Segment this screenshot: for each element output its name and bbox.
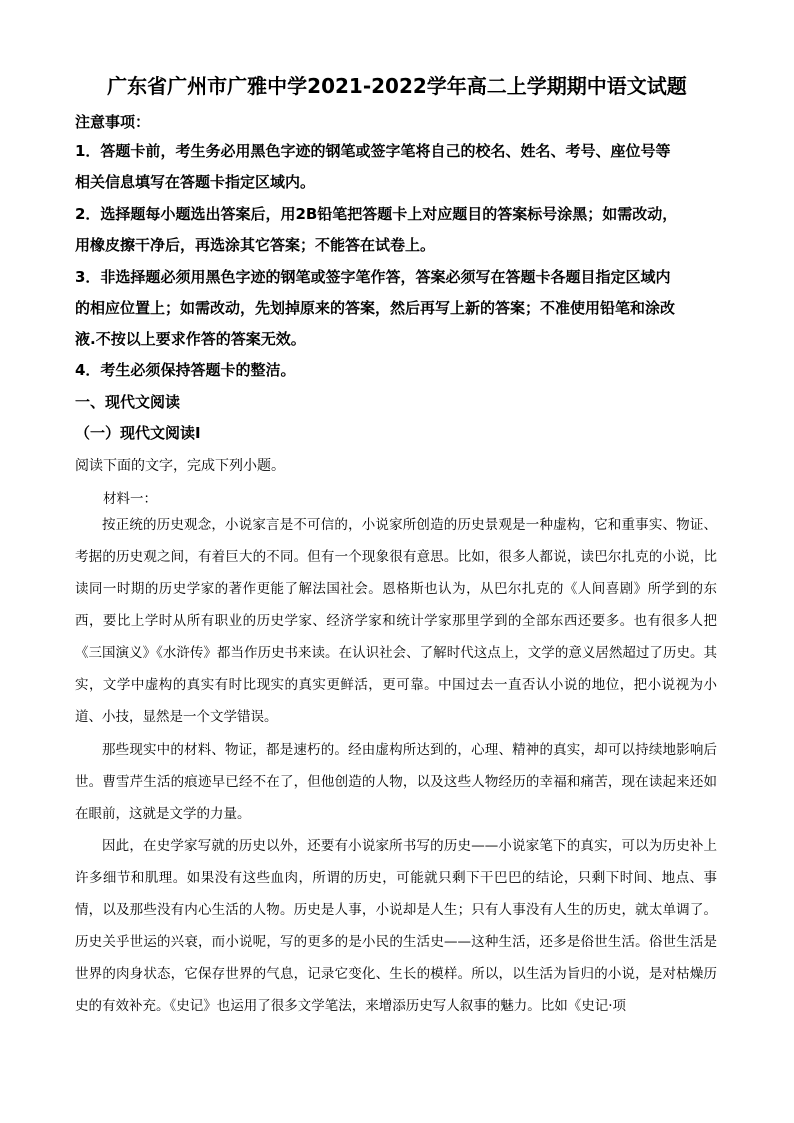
notice-line: 4．考生必须保持答题卡的整洁。 bbox=[75, 361, 296, 379]
notice-heading: 注意事项： bbox=[75, 113, 151, 131]
notice-line: 的相应位置上；如需改动，先划掉原来的答案，然后再写上新的答案；不准使用铅笔和涂改 bbox=[75, 299, 676, 317]
subsection-heading: （一）现代文阅读Ⅰ bbox=[75, 424, 201, 442]
notice-line: 1．答题卡前，考生务必用黑色字迹的钢笔或签字笔将自己的校名、姓名、考号、座位号等 bbox=[75, 142, 671, 160]
notice-line: 相关信息填写在答题卡指定区域内。 bbox=[75, 173, 316, 191]
notice-line: 3．非选择题必须用黑色字迹的钢笔或签字笔作答，答案必须写在答题卡各题目指定区域内 bbox=[75, 268, 671, 286]
body-paragraph: 按正统的历史观念，小说家言是不可信的，小说家所创造的历史景观是一种虚构，它和重事实、物证、考据的历史观之间，有着巨大的不同。但有一个现象很有意思。比如，很多人都说，读巴尔扎克的小说，比读同一时期的历史学家的著作更能了解法国社会。恩格斯也认为，从巴尔扎克的《人间喜剧》所学到的东西，要比上学时从所有职业的历史学家、经济学家和统计学家那里学到的全部东西还要多。也有很多人把《三国演义》《水浒传》都当作历史书来读。在认识社会、了解时代这点上，文学的意义居然超过了历史。其实，文学中虚构的真实有时比现实的真实更鲜活，更可靠。中国过去一直否认小说的地位，把小说视为小道、小技，显然是一个文学错误。 bbox=[75, 517, 717, 725]
section-heading: 一、现代文阅读 bbox=[75, 393, 181, 411]
notice-line: 用橡皮擦干净后，再选涂其它答案；不能答在试卷上。 bbox=[75, 236, 436, 254]
material-label: 材料一： bbox=[103, 491, 157, 507]
document-title: 广东省广州市广雅中学2021-2022学年高二上学期期中语文试题 bbox=[107, 74, 687, 98]
reading-instruction: 阅读下面的文字，完成下列小题。 bbox=[75, 458, 285, 474]
notice-line: 液.不按以上要求作答的答案无效。 bbox=[75, 330, 306, 348]
body-paragraph: 那些现实中的材料、物证，都是速朽的。经由虚构所达到的，心理、精神的真实，却可以持续地影响后世。曹雪芹生活的痕迹早已经不在了，但他创造的人物，以及这些人物经历的幸福和痛苦，现在读起来还如在眼前，这就是文学的力量。 bbox=[75, 742, 717, 822]
notice-line: 2．选择题每小题选出答案后，用2B铅笔把答题卡上对应题目的答案标号涂黑；如需改动， bbox=[75, 205, 678, 223]
body-paragraph: 因此，在史学家写就的历史以外，还要有小说家所书写的历史——小说家笔下的真实，可以为历史补上许多细节和肌理。如果没有这些血肉，所谓的历史，可能就只剩下干巴巴的结论，只剩下时间、地点、事情，以及那些没有内心生活的人物。历史是人事，小说却是人生；只有人事没有人生的历史，就太单调了。历史关乎世运的兴衰，而小说呢，写的更多的是小民的生活史——这种生活，还多是俗世生活。俗世生活是世界的肉身状态，它保存世界的气息，记录它变化、生长的模样。所以，以生活为旨归的小说，是对枯燥历史的有效补充。《史记》也运用了很多文学笔法，来增添历史写人叙事的魅力。比如《史记·项 bbox=[75, 838, 717, 1014]
